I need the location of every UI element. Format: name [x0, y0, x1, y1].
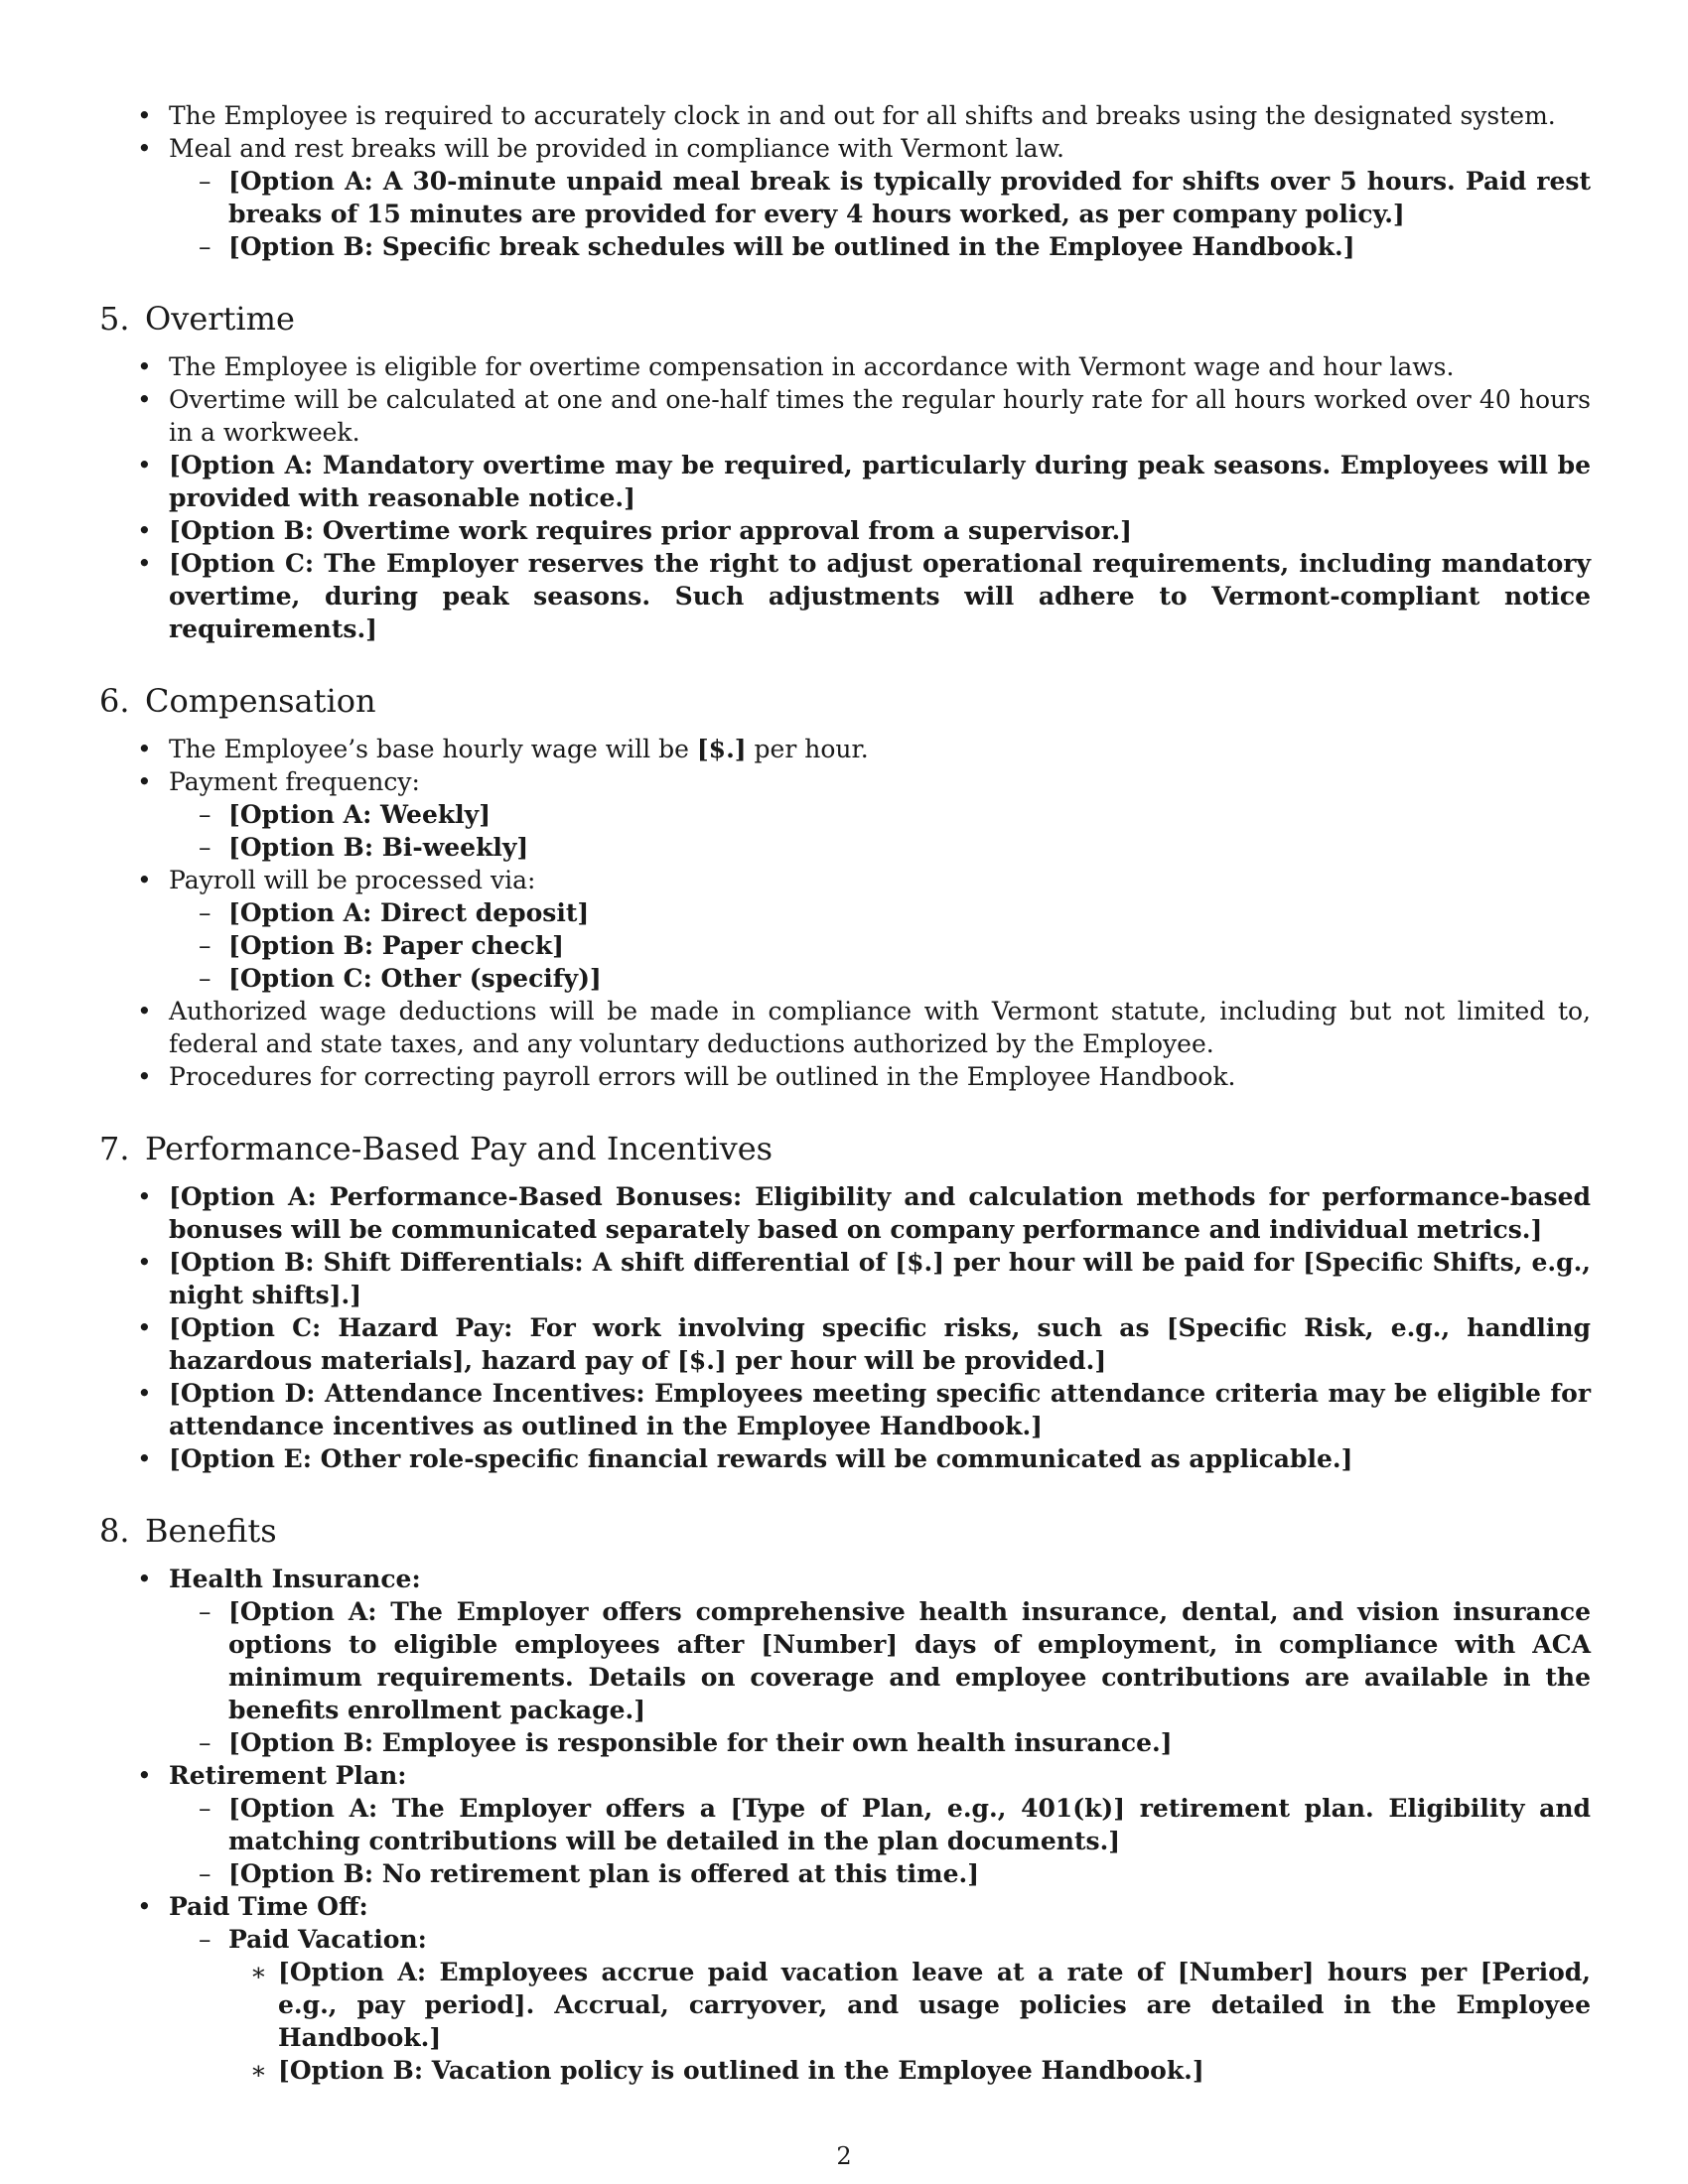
list-item: • Meal and rest breaks will be provided in compliance with Vermont law. – [Option A: A 30-minute unpaid meal break is typically provided for shifts over 5 hours. Paid rest breaks of 15 minutes are provided for every 4 hours worked, as per company policy.] – [Option B: Specific break schedules will be outlined in the Employee Handbook.] [137, 134, 1591, 261]
option-item: – [Option B: Employee is responsible for their own health insurance.] [199, 1728, 1173, 1757]
list-item: • Retirement Plan: – [Option A: The Employer offers a [Type of Plan, e.g., 401(k)] retirement plan. Eligibility and matching contributions will be detailed in the plan documents.] – [Option B: No retirement plan is offered at this time.] [137, 1761, 1591, 1888]
option-item: – [Option A: Weekly] [199, 800, 492, 829]
section-heading-performance: 7. Performance-Based Pay and Incentives [99, 1130, 774, 1167]
list-item: • [Option B: Overtime work requires prior approval from a supervisor.] [137, 516, 1132, 545]
list-item: • [Option B: Shift Differentials: A shift differential of [$.] per hour will be paid for [Specific Shifts, e.g., night shifts].] [137, 1248, 1591, 1309]
list-item: • Payment frequency: – [Option A: Weekly] – [Option B: Bi-weekly] [99, 765, 1591, 864]
option-item: – Paid Vacation: ∗ [Option A: Employees accrue paid vacation leave at a rate of [Number] hours per [Period, e.g., pay period]. Accrual, carryover, and usage policies are detailed in the Employee Handbook.] ∗ [Option B: Vacation policy is outlined in the Employee Handbook.] [199, 1925, 1591, 2085]
option-item: – [Option C: Other (specify)] [199, 964, 602, 993]
option-item: – [Option A: The Employer offers a [Type of Plan, e.g., 401(k)] retirement plan. Eligibility and matching contributions will be detailed in the plan documents.] [199, 1794, 1591, 1855]
option-item: ∗ [Option B: Vacation policy is outlined in the Employee Handbook.] [250, 2056, 1204, 2085]
page-number: 2 [836, 2142, 852, 2170]
timekeeping-list [99, 99, 1591, 263]
overtime-list [99, 350, 1591, 645]
list-item: • Authorized wage deductions will be made in compliance with Vermont statute, including but not limited to, federal and state taxes, and any voluntary deductions authorized by the Employee. [137, 997, 1591, 1058]
benefits-list [99, 1563, 1591, 2087]
list-item: • [Option A: Performance-Based Bonuses: Eligibility and calculation methods for performance-based bonuses will be communicated separately based on company performance and individual metrics.] [137, 1182, 1591, 1244]
list-item: • [Option C: The Employer reserves the right to adjust operational requirements, including mandatory overtime, during peak seasons. Such adjustments will adhere to Vermont-compliant notice requirements.] [137, 549, 1591, 643]
list-item: • Health Insurance: – [Option A: The Employer offers comprehensive health insurance, dental, and vision insurance options to eligible employees after [Number] days of employment, in compliance with ACA minimum requirements. Details on coverage and employee contributions are available in the benefits enrollment package.] – [Option B: Employee is responsible for their own health insurance.] [137, 1565, 1591, 1757]
section-heading-compensation: 6. Compensation [99, 682, 376, 720]
breaks-options-list [169, 165, 1591, 263]
option-item: – [Option B: Specific break schedules will be outlined in the Employee Handbook.] [199, 232, 1355, 261]
list-item: • The Employee is eligible for overtime compensation in accordance with Vermont wage and hour laws. [137, 352, 1455, 381]
payroll-options [169, 896, 1591, 995]
option-item: ∗ [Option A: Employees accrue paid vacation leave at a rate of [Number] hours per [Period, e.g., pay period]. Accrual, carryover, and usage policies are detailed in the Employee Handbook.] [250, 1958, 1591, 2052]
list-item: • The Employee’s base hourly wage will be [$.] per hour. [137, 735, 869, 763]
document-page [99, 99, 1591, 2087]
compensation-list [99, 733, 1591, 1093]
list-item: • The Employee is required to accurately clock in and out for all shifts and breaks using the designated system. [137, 101, 1556, 130]
option-item: – [Option B: Paper check] [199, 931, 565, 960]
list-item: • Payroll will be processed via: – [Option A: Direct deposit] – [Option B: Paper check] – [Option C: Other (specify)] [99, 864, 1591, 995]
list-item: • Paid Time Off: – Paid Vacation: ∗ [Option A: Employees accrue paid vacation leave at a rate of [Number] hours per [Period, e.g., pay period]. Accrual, carryover, and usage policies are detailed in the Employee Handbook.] ∗ [Option B: Vacation policy is outlined in the Employee Handbook.] [137, 1892, 1591, 2085]
option-item: – [Option A: The Employer offers comprehensive health insurance, dental, and vision insurance options to eligible employees after [Number] days of employment, in compliance with ACA minimum requirements. Details on coverage and employee contributions are available in the benefits enrollment package.] [199, 1597, 1591, 1724]
health-options [169, 1595, 1591, 1759]
option-item: – [Option B: No retirement plan is offered at this time.] [199, 1859, 980, 1888]
list-item: • [Option E: Other role-specific financial rewards will be communicated as applicable.] [137, 1444, 1353, 1473]
option-item: – [Option A: A 30-minute unpaid meal break is typically provided for shifts over 5 hours. Paid rest breaks of 15 minutes are provided for every 4 hours worked, as per company policy.] [199, 167, 1591, 228]
list-item: • [Option D: Attendance Incentives: Employees meeting specific attendance criteria may be eligible for attendance incentives as outlined in the Employee Handbook.] [137, 1379, 1591, 1440]
list-item: • [Option C: Hazard Pay: For work involving specific risks, such as [Specific Risk, e.g., handling hazardous materials], hazard pay of [$.] per hour will be provided.] [137, 1313, 1591, 1375]
performance-list [99, 1180, 1591, 1475]
vacation-options [228, 1956, 1591, 2087]
payment-frequency-options [169, 798, 1591, 864]
section-heading-overtime: 5. Overtime [99, 300, 295, 338]
section-heading-benefits: 8. Benefits [99, 1512, 277, 1550]
pto-list [169, 1923, 1591, 2087]
retirement-options [169, 1792, 1591, 1890]
list-item: • [Option A: Mandatory overtime may be required, particularly during peak seasons. Employees will be provided with reasonable notice.] [137, 451, 1591, 512]
option-item: – [Option A: Direct deposit] [199, 898, 590, 927]
list-item: • Procedures for correcting payroll errors will be outlined in the Employee Handbook. [137, 1062, 1236, 1091]
list-item: • Overtime will be calculated at one and one-half times the regular hourly rate for all hours worked over 40 hours in a workweek. [137, 385, 1591, 447]
option-item: – [Option B: Bi-weekly] [199, 833, 529, 862]
wage-placeholder: [$.] [696, 735, 747, 763]
